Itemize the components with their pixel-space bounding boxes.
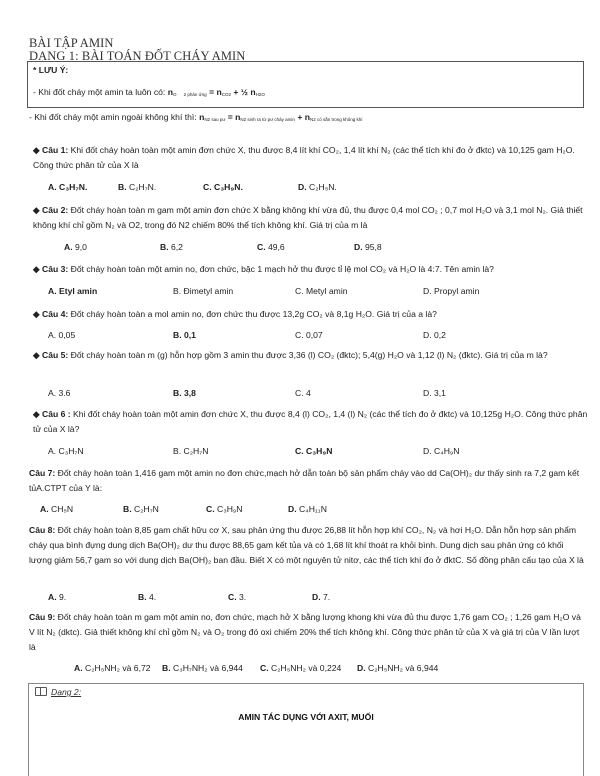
question-1 (33, 143, 588, 173)
note-heading: * LƯU Ý: (33, 65, 69, 75)
question-7 (29, 466, 584, 496)
option-d[interactable]: D. C₂H₅NH₂ và 6,944 (357, 663, 439, 673)
subscript: 2 phản ứng (183, 92, 207, 97)
option-c[interactable]: C. Metyl amin (295, 286, 348, 296)
question-3 (33, 262, 588, 277)
question-label: Câu 6 : (42, 409, 71, 419)
option-b[interactable]: B. 0,1 (173, 330, 196, 340)
option-b[interactable]: B. C₂H₇N (173, 446, 209, 456)
section-1-title: DẠNG 1: BÀI TOÁN ĐỐT CHÁY AMIN (29, 49, 246, 63)
question-text: Đốt cháy hoàn toàn m (g) hỗn hợp gồm 3 amin thu được 3,36 (l) CO₂ (đktc); 5,4(g) H₂O và 1,12 (l) N₂ (đktc). Giá trị của m là? (68, 350, 548, 360)
option-a[interactable]: A. 9,0 (64, 242, 87, 252)
question-label: Câu 1: (42, 145, 69, 155)
option-c[interactable]: C. C₂H₅NH₂ và 0,224 (260, 663, 342, 673)
bullet-icon: ◆ (33, 409, 40, 419)
option-b[interactable]: B. 6,2 (160, 242, 183, 252)
subscript: O (172, 92, 177, 97)
option-a[interactable]: A. C₂H₅NH₂ và 6,72 (74, 663, 151, 673)
option-b[interactable]: B. C₃H₇NH₂ và 6,944 (162, 663, 243, 673)
bullet-icon: ◆ (33, 205, 40, 215)
section-2-heading-text: Dạng 2: (51, 687, 82, 697)
option-a[interactable]: A. Etyl amin (48, 286, 98, 296)
subscript: N2 sau pư (204, 117, 226, 122)
bullet-icon: ◆ (33, 350, 40, 360)
question-label: Câu 9: (29, 612, 56, 622)
subscript: H2O (255, 92, 265, 97)
book-icon (35, 687, 47, 696)
question-text: Đốt cháy hoàn toàn 1,416 gam một amin no đơn chức,mạch hở dẫn toàn bộ sản phẩm cháy vào dd Ca(OH)₂ dư thấy sinh ra 7,2 gam kết tủA.CTPT của Y là: (29, 468, 580, 493)
note-rule-2 (29, 112, 363, 122)
symbol-n: n (199, 112, 205, 122)
bullet-icon: ◆ (33, 145, 40, 155)
equation-part: + n (294, 112, 310, 122)
question-text: Đốt cháy hoàn toàn một amin no, đơn chức, bậc 1 mạch hở thu được tỉ lệ mol CO₂ và H₂O là 4:7. Tên amin là? (68, 264, 494, 274)
question-text: Đốt cháy hoàn toàn a mol amin no, đơn chức thu được 13,2g CO₂ và 8,1g H₂O. Giá trị của a là? (68, 309, 437, 319)
section-2-title: AMIN TÁC DỤNG VỚI AXIT, MUỐI (238, 712, 374, 722)
option-d[interactable]: D. 7. (312, 592, 331, 602)
equation-part: = n (206, 87, 222, 97)
option-c[interactable]: C. C₃H₉N. (203, 182, 243, 192)
question-text: Đốt cháy hoàn toàn m gam một amin đơn chức X bằng không khí vừa đủ, thu được 0,4 mol CO₂ ; 0,7 mol H₂O và 3,1 mol N₂. Giả thiết không khí chỉ gồm N₂ và O2, trong đó N2 chiếm 80% thể tích không khí. Giá trị của m là (33, 205, 583, 230)
question-2 (33, 203, 588, 233)
symbol-n: n (167, 87, 173, 97)
option-b[interactable]: B. Đimetyl amin (173, 286, 234, 296)
note-rule-2-text: - Khi đốt cháy một amin ngoài không khí thì: (29, 112, 200, 122)
question-label: Câu 7: (29, 468, 56, 478)
document-title: BÀI TẬP AMIN (29, 36, 114, 50)
option-a[interactable]: A. 3.6 (48, 388, 71, 398)
note-rule-1-text: - Khi đốt cháy một amin ta luôn có: (33, 87, 168, 97)
option-d[interactable]: D. Propyl amin (423, 286, 480, 296)
option-c[interactable]: C. 3. (228, 592, 247, 602)
question-label: Câu 5: (42, 350, 69, 360)
option-d[interactable]: D. 0,2 (423, 330, 446, 340)
section-2-heading (35, 687, 81, 697)
question-text: Đốt cháy hoàn toàn m gam một amin no, đơn chức, mạch hở X bằng lượng khong khi vừa đủ thu được 1,76 gam CO₂ ; 1,26 gam H₂O và V lít N₂ (dktc). Giả thiết không khí chỉ gồm N₂ và O₂ trong đó oxi chiếm 20% thể tích không khí. Công thức phân tử của X và giá trị của V lần lượt là (29, 612, 581, 652)
option-d[interactable]: D. C₄H₉N (423, 446, 460, 456)
question-6 (33, 407, 588, 437)
bullet-icon: ◆ (33, 264, 40, 274)
question-8 (29, 523, 584, 568)
option-c[interactable]: C. C₃H₉N (206, 504, 243, 514)
option-a[interactable]: A. C₃H₇N (48, 446, 84, 456)
question-label: Câu 4: (42, 309, 69, 319)
question-text: Khi đốt cháy hoàn toàn một amin đơn chức X, thu được 8,4 (l) CO₂, 1,4 (l) N₂ (các thể tích đo ở đktc) và 10,125g H₂O. Công thức phân tử của X là? (33, 409, 588, 434)
subscript: N2 sinh ra từ pư cháy amin (240, 117, 295, 122)
note-rule-1 (33, 87, 265, 97)
option-a[interactable]: A. C₃H₇N. (48, 182, 88, 192)
subscript: N2 có sẵn trong không khí (310, 117, 363, 122)
question-label: Câu 2: (42, 205, 69, 215)
option-c[interactable]: C. 0,07 (295, 330, 323, 340)
option-d[interactable]: D. C₄H₁₁N (288, 504, 327, 514)
option-a[interactable]: A. CH₅N (40, 504, 74, 514)
equation-part: + ½ n (231, 87, 256, 97)
question-9 (29, 610, 584, 655)
question-5 (33, 348, 588, 363)
bullet-icon: ◆ (33, 309, 40, 319)
option-c[interactable]: C. 49,6 (257, 242, 285, 252)
option-a[interactable]: A. 0,05 (48, 330, 76, 340)
question-label: Câu 3: (42, 264, 69, 274)
option-c[interactable]: C. C₃H₉N (295, 446, 333, 456)
option-b[interactable]: B. C₂H₇N. (118, 182, 157, 192)
equation-part: = n (225, 112, 241, 122)
option-c[interactable]: C. 4 (295, 388, 311, 398)
question-4 (33, 307, 588, 322)
option-b[interactable]: B. 4. (138, 592, 157, 602)
option-a[interactable]: A. 9. (48, 592, 67, 602)
note-box (27, 61, 584, 108)
option-d[interactable]: D. 95,8 (354, 242, 382, 252)
subscript: CO2 (221, 92, 231, 97)
question-text: Đốt cháy hoàn toàn 8,85 gam chất hữu cơ X, sau phản ứng thu được 26,88 lít hỗn hợp khí CO₂, N₂ và hơi H₂O. Dẫn hỗn hợp sản phẩm cháy qua bình đựng dung dịch Ba(OH)₂ dư thu được 88,65 gam kết tủa và có 1,68 lít khí thoát ra khỏi bình. Dung dịch sau phản ứng có khối lượng giảm 56,7 gam so với dung dịch Ba(OH)₂ ban đầu. Biết X có một nguyên tử nitơ, các thể tích khí đo ở đktC. Số đồng phân cấu tạo của X là (29, 525, 584, 565)
option-b[interactable]: B. 3,8 (173, 388, 196, 398)
option-b[interactable]: B. C₂H₇N (123, 504, 159, 514)
question-text: Khi đốt cháy hoàn toàn một amin đơn chức X, thu được 8,4 lít khí CO₂, 1,4 lít khí N₂ (các thể tích khí đo ở đktc) và 10,125 gam H₂O. Công thức phân tử của X là (33, 145, 575, 170)
section-2-box (28, 683, 584, 776)
question-label: Câu 8: (29, 525, 56, 535)
option-d[interactable]: D. C₂H₅N. (298, 182, 337, 192)
option-d[interactable]: D. 3,1 (423, 388, 446, 398)
